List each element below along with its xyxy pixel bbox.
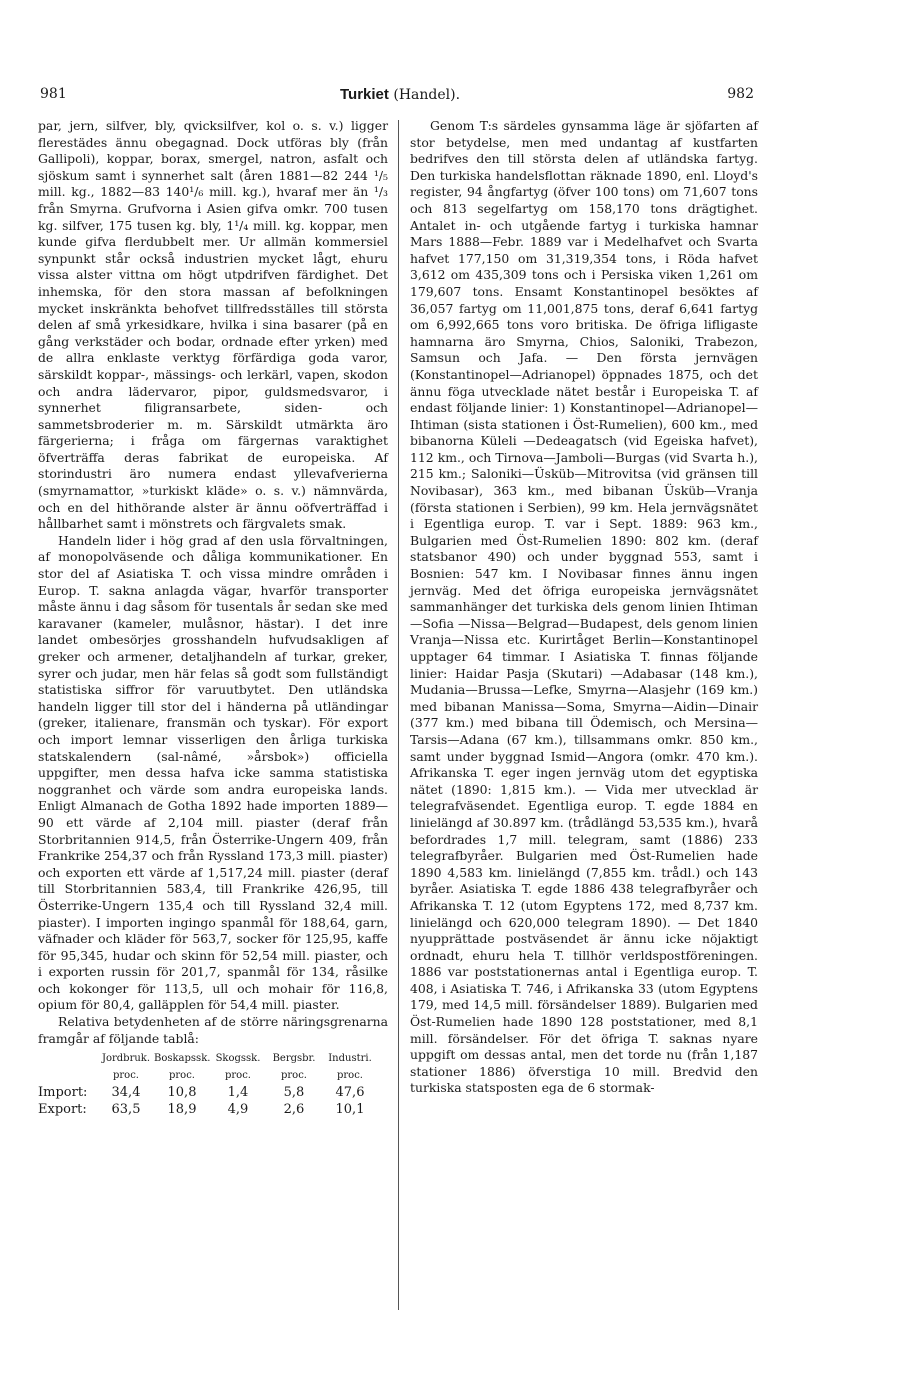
table-unit: proc. (337, 1069, 363, 1081)
industry-table (38, 1051, 388, 1118)
table-unit: proc. (281, 1069, 307, 1081)
page-header (0, 86, 904, 106)
paragraph: Handeln lider i hög grad af den usla förvaltningen, af monopolväsende och dåliga kommunikationer. En stor del af Asiatiska T. och vissa mindre områden i Europ. T. sakna anlagda vägar, hvarför transporter måste ännu i dag såsom för tusentals år sedan ske med karavaner (kameler, mulåsnor, hästar). I det inre landet ombesörjes grosshandeln hufvudsakligen af greker och armener, detaljhandeln af turkar, greker, syrer och judar, men här felas så godt som fullständigt statistiska siffror för varuutbytet. Den utländska handeln ligger till stor del i händerna på utländingar (greker, italienare, fransmän och tyskar). För export och import lemnar visserligen den årliga turkiska statskalendern (sal-nâmé, »årsbok») officiella uppgifter, men dessa hafva icke samma statistiska noggranhet och värde som andra europeiska lands. Enligt Almanach de Gotha 1892 hade importen 1889—90 ett värde af 2,104 mill. piaster (deraf från Storbritannien 914,5, från Österrike-Ungern 409, från Frankrike 254,37 och från Ryssland 173,3 mill. piaster) och exporten ett värde af 1,517,24 mill. piaster (deraf till Storbritannien 583,4, till Frankrike 426,95, till Österrike-Ungern 135,4 och till Ryssland 32,4 mill. piaster). I importen ingingo spanmål för 188,64, garn, väfnader och kläder för 563,7, socker för 125,95, kaffe för 95,345, hudar och skinn för 52,54 mill. piaster, och i exporten russin för 201,7, spanmål för 134, råsilke och kokonger för 113,5, ull och mohair för 116,8, opium för 80,4, galläpplen för 54,4 mill. piaster. (38, 532, 388, 1013)
table-header: Skogssk. (215, 1053, 261, 1065)
table-cell: 2,6 (283, 1102, 305, 1118)
table-cell: 63,5 (111, 1102, 141, 1118)
table-header: Jordbruk. (101, 1053, 151, 1065)
title-word: Turkiet (340, 86, 389, 103)
row-label: Export: (38, 1102, 87, 1118)
paragraph: par, jern, silfver, bly, qvicksilfver, kol o. s. v.) ligger flerestädes ännu obegagnad. Dock utföras bly (från Gallipoli), koppar, borax, smergel, natron, asfalt och sjöskum samt i synnerhet salt (åren 1881—82 244 ¹/₅ mill. kg., 1882—83 140¹/₆ mill. kg.), hvaraf mer än ¹/₃ från Smyrna. Grufvorna i Asien gifva omkr. 700 tusen kg. silfver, 175 tusen kg. bly, 1¹/₄ mill. kg. koppar, men kunde gifva flerdubbelt mer. Ur allmän kommersiel synpunkt står också industrien mycket lågt, ehuru vissa alster vittna om högt utpdrifven färdighet. Det inhemska, för den stora massan af befolkningen mycket inskränkta behofvet tillfredsställes till största delen af små yrkesidkare, hvilka i sina basarer (på en gång verkstäder och bodar, ordnade efter yrken) med de allra enklaste verktyg förfärdiga goda varor, särskildt koppar-, mässings- och lerkärl, vapen, skodon och andra lädervaror, pipor, guldsmedsvaror, i synnerhet filigransarbete, siden- och sammetsbroderier m. m. Särskildt utmärkta äro färgerierna; i fråga om färgernas varaktighet öfverträffa deras fabrikat de europeiska. Af storindustri äro numera endast yllevafverierna (smyrnamattor, »turkiskt kläde» o. s. v.) nämnvärda, och en del hithörande alster är ännu oöfverträffad i hållbarhet samt i mönstrets och färgvalets smak. (38, 118, 388, 532)
table-cell: 10,8 (167, 1085, 197, 1101)
row-label: Import: (38, 1085, 88, 1101)
page-number-left: 981 (40, 86, 67, 102)
paragraph: Relativa betydenheten af de större näringsgrenarna framgår af följande tablå: (38, 1014, 388, 1046)
table-cell: 10,1 (335, 1102, 365, 1118)
table-row (38, 1101, 388, 1118)
table-header: Bergsbr. (272, 1053, 316, 1065)
title-sub: (Handel). (393, 87, 461, 103)
table-unit: proc. (169, 1069, 195, 1081)
table-header: Boskapssk. (154, 1053, 211, 1065)
table-header: Industri. (328, 1053, 372, 1065)
right-column (410, 118, 758, 1097)
table-cell: 34,4 (111, 1085, 141, 1101)
table-cell: 5,8 (283, 1085, 305, 1101)
table-cell: 47,6 (335, 1085, 365, 1101)
page-number-right: 982 (727, 86, 754, 102)
table-header-row (38, 1051, 388, 1068)
table-unit-row (38, 1068, 388, 1085)
running-title (340, 86, 460, 103)
paragraph: Genom T:s särdeles gynsamma läge är sjöfarten af stor betydelse, men med undantag af kustfarten bedrifves den till största delen af utländska fartyg. Den turkiska handelsflottan räknade 1890, enl. Lloyd's register, 94 ångfartyg (öfver 100 tons) om 71,607 tons och 813 segelfartyg om 158,170 tons drägtighet. Antalet in- och utgående fartyg i turkiska hamnar Mars 1888—Febr. 1889 var i Medelhafvet och Svarta hafvet 177,150 om 31,319,354 tons, i Röda hafvet 3,612 om 435,309 tons och i Persiska viken 1,261 om 179,607 tons. Ensamt Konstantinopel besöktes af 36,057 fartyg om 11,001,875 tons, deraf 6,641 fartyg om 6,992,665 tons voro britiska. De öfriga lifligaste hamnarna äro Smyrna, Chios, Saloniki, Trabezon, Samsun och Jafa. — Den första jernvägen (Konstantinopel—Adrianopel) öppnades 1875, och det ännu föga utvecklade nätet består i Europeiska T. af endast följande linier: 1) Konstantinopel—Adrianopel—Ihtiman (sista stationen i Öst-Rumelien), 600 km., med bibanorna Küleli —Dedeagatsch (vid Egeiska hafvet), 112 km., och Tirnova—Jamboli—Burgas (vid Svarta h.), 215 km.; Saloniki—Üsküb—Mitrovitsa (vid gränsen till Novibasar), 363 km., med bibanan Üsküb—Vranja (första stationen i Serbien), 99 km. Hela jernvägsnätet i Egentliga europ. T. var i Sept. 1889: 963 km., Bulgarien med Öst-Rumelien 1890: 802 km. (deraf statsbanor 490) och under byggnad 553, samt i Bosnien: 547 km. I Novibasar finnes ännu ingen jernväg. Med det öfriga europeiska jernvägsnätet sammanhänger det turkiska dels genom linien Ihtiman—Sofia —Nissa—Belgrad—Budapest, dels genom linien Vranja—Nissa etc. Kurirtåget Berlin—Konstantinopel upptager 64 timmar. I Asiatiska T. finnas följande linier: Haidar Pasja (Skutari) —Adabasar (148 km.), Mudania—Brussa—Lefke, Smyrna—Alasjehr (169 km.) med bibanan Manissa—Soma, Smyrna—Aidin—Dinair (377 km.) med bibana till Ödemisch, och Mersina—Tarsis—Adana (67 km.), tillsammans omkr. 850 km., samt under byggnad Ismid—Angora (omkr. 470 km.). Afrikanska T. eger ingen jernväg utom det egyptiska nätet (1890: 1,815 km.). — Vida mer utvecklad är telegrafväsendet. Egentliga europ. T. egde 1884 en linielängd af 30.897 km. (trådlängd 53,535 km.), hvarå befordrades 1,7 mill. telegram, samt (1886) 233 telegrafbyråer. Bulgarien med Öst-Rumelien hade 1890 4,583 km. linielängd (7,855 km. trådl.) och 143 byråer. Asiatiska T. egde 1886 438 telegrafbyråer och Afrikanska T. 12 (utom Egyptens 172, med 8,737 km. linielängd och 620,000 telegram 1890). — Det 1840 nyupprättade postväsendet är ännu icke nöjaktigt ordnadt, ehuru hela T. tillhör verldspostföreningen. 1886 var poststationernas antal i Egentliga europ. T. 408, i Asiatiska T. 746, i Afrikanska 33 (utom Egyptens 179, med 14,5 mill. försändelser 1889). Bulgarien med Öst-Rumelien hade 1890 128 poststationer, med 8,1 mill. försändelser. För det öfriga T. saknas nyare uppgift om dessas antal, men det torde nu (från 1,187 stationer 1886) öfverstiga 10 mill. Bredvid den turkiska statsposten ega de 6 stormak- (410, 118, 758, 1096)
table-row (38, 1084, 388, 1101)
table-cell: 18,9 (167, 1102, 197, 1118)
column-divider (398, 120, 399, 1310)
table-cell: 1,4 (227, 1085, 249, 1101)
table-cell: 4,9 (227, 1102, 249, 1118)
table-unit: proc. (225, 1069, 251, 1081)
left-column (38, 118, 388, 1118)
table-unit: proc. (113, 1069, 139, 1081)
